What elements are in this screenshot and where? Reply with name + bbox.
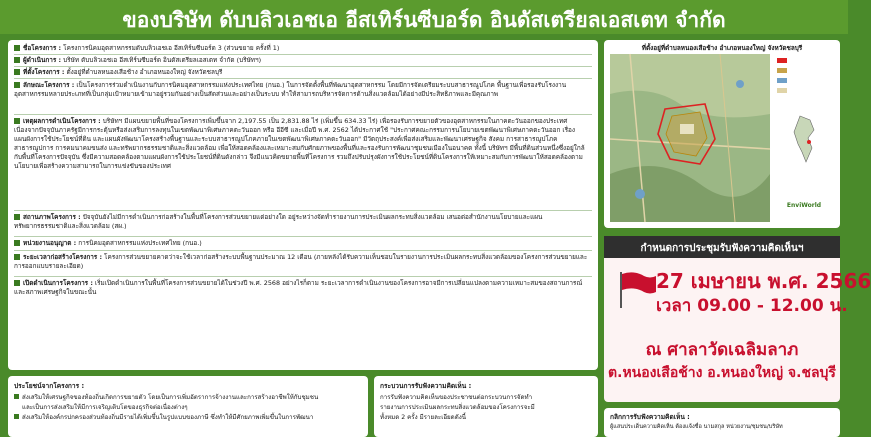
schedule-location: ต.หนองเสือช้าง อ.หนองใหญ่ จ.ชลบุรี — [608, 365, 836, 381]
bullet-icon — [14, 214, 20, 220]
info-text: ตั้งอยู่ที่ตำบลหนองเสือช้าง อำเภอหนองใหญ่ จังหวัดชลบุรี — [66, 68, 223, 76]
info-text: บริษัทฯ มีแผนขยายพื้นที่ของโครงการเพิ่มขึ้นจาก 2,197.55 เป็น 2,831.88 ไร่ (เพิ่มขึ้น 634.33 ไร่) เพื่อรองรับการขยายตัวของอุตสาหกรรมในภาคตะวันออกของประเทศ เนื่องจากปัจจุบันภาครัฐมีการกระตุ้นหรือส่งเสริมการลงทุนในเขตพัฒนาพิเศษภาคตะวันออก หรือ อีอีซี และเมื่อปี พ.ศ. 2562 ได้ประกาศใช้ "ประกาศคณะกรรมการนโยบายเขตพัฒนาพิเศษภาคตะวันออก เรื่อง แผนผังการใช้ประโยชน์ที่ดิน และแผนผังพัฒนาโครงสร้างพื้นฐานและระบบสาธารณูปโภคภายในเขตพัฒนาพิเศษภาคตะวันออก" มีวัตถุประสงค์เพื่อส่งเสริมและพัฒนาเศรษฐกิจ สังคม การสาธารณูปโภค สาธารณูปการ การคมนาคมขนส่ง และทรัพยากรธรรมชาติและสิ่งแวดล้อม เพื่อให้สอดคล้องและเหมาะสมกับศักยภาพของพื้นที่และรองรับการพัฒนาชุมชนเมืองในอนาคต ทั้งนี้ บริษัทฯ มีพื้นที่ดินส่วนหนึ่งซึ่งอยู่ใกล้กับพื้นที่โครงการปัจจุบัน ซึ่งมีความสอดคล้องตามแผนผังการใช้ประโยชน์ที่ดินดังกล่าว จึงมีแนวคิดขยายพื้นที่โครงการ รวมถึงปรับปรุงผังการใช้ประโยชน์ที่ดินโครงการให้เหมาะสมกับการพัฒนาให้สอดคล้องตามนโยบายเพื่อสร้างความสามารถในการแข่งขันของประเทศ — [14, 117, 585, 170]
legend-item — [777, 88, 833, 96]
info-label: เปิดดำเนินการโครงการ : — [23, 279, 93, 287]
location-map-image — [610, 54, 770, 222]
info-label: ระยะเวลาก่อสร้างโครงการ : — [23, 253, 102, 261]
bullet-icon — [14, 69, 20, 75]
divider — [14, 236, 592, 237]
divider — [14, 276, 592, 277]
info-row — [14, 68, 592, 77]
engagement-title: กลิกการรับฟังความคิดเห็น : — [610, 413, 690, 421]
bullet-icon — [14, 57, 20, 63]
info-row — [14, 44, 592, 53]
thailand-inset-map — [780, 114, 830, 164]
legend-item — [777, 58, 833, 66]
page-title: ของบริษัท ดับบลิวเอชเอ อีสเทิร์นซีบอร์ด อินดัสเตรียลเอสเตท จำกัด — [122, 8, 726, 32]
process-line: รายงานการประเมินผลกระทบสิ่งแวดล้อมของโครงการจะมี — [380, 404, 535, 411]
benefit-line: ส่งเสริมให้เศรษฐกิจของท้องถิ่นเกิดการขยายตัว โดยเป็นการเพิ่มอัตราการจ้างงานและการสร้างอาชีพให้กับชุมชน — [14, 392, 318, 402]
info-label: ชื่อโครงการ : — [23, 44, 62, 52]
divider — [14, 210, 592, 211]
map-graphic — [610, 54, 770, 222]
benefits-title: ประโยชน์จากโครงการ : — [14, 382, 85, 390]
benefits-panel — [8, 376, 368, 437]
bullet-icon — [14, 240, 20, 246]
info-row — [14, 279, 592, 299]
process-title: กระบวนการรับฟังความคิดเห็น : — [380, 382, 472, 390]
info-text: โครงการส่วนขยายคาดว่าจะใช้เวลาก่อสร้างระบบพื้นฐานประมาณ 12 เดือน (ภายหลังได้รับความเห็นชอบในรายงานการประเมินผลกระทบสิ่งแวดล้อมของโครงการส่วนขยายและการออกแบบรายละเอียด) — [14, 253, 588, 270]
hearing-process-panel — [374, 376, 598, 437]
info-text: การนิคมอุตสาหกรรมแห่งประเทศไทย (กนอ.) — [78, 239, 202, 247]
enviworld-logo: EnviWorld — [786, 202, 822, 209]
schedule-title: กำหนดการประชุมรับฟังความคิดเห็นฯ — [640, 243, 804, 254]
benefit-line: ส่งเสริมให้องค์กรปกครองส่วนท้องถิ่นมีรายได้เพิ่มขึ้นในรูปแบบของภาษี ซึ่งทำให้มีศักยภาพเพิ่มขึ้นในการพัฒนา — [14, 412, 313, 422]
bullet-icon — [14, 118, 20, 124]
info-row — [14, 239, 592, 248]
process-line: ทั้งหมด 2 ครั้ง มีรายละเอียดดังนี้ — [380, 414, 466, 421]
legend-item — [777, 68, 833, 76]
info-label: ลักษณะโครงการ : — [23, 81, 75, 89]
divider — [14, 114, 592, 115]
info-text: โครงการนิคมอุตสาหกรรมดับบลิวเอชเอ อีสเทิร์นซีบอร์ด 3 (ส่วนขยาย ครั้งที่ 1) — [63, 44, 280, 52]
bullet-icon — [14, 280, 20, 286]
info-row — [14, 81, 592, 111]
info-label: หน่วยงานอนุญาต : — [23, 239, 77, 247]
map-caption: ที่ตั้งอยู่ที่ตำบลหนองเสือช้าง อำเภอหนองใหญ่ จังหวัดชลบุรี — [641, 44, 803, 52]
info-label: สถานภาพโครงการ : — [23, 213, 81, 221]
engagement-panel — [604, 408, 840, 437]
divider — [14, 250, 592, 251]
location-map-panel — [604, 40, 840, 228]
schedule-header — [604, 236, 840, 258]
info-text: เป็นโครงการร่วมดำเนินงานกับการนิคมอุตสาหกรรมแห่งประเทศไทย (กนอ.) ในการจัดตั้งพื้นที่พัฒนาอุตสาหกรรม โดยมีการจัดเตรียมระบบสาธารณูปโภค พื้นฐานเพื่อรองรับโรงงานอุตสาหกรรมหลายประเภทที่เป็นกลุ่มเป้าหมายเข้ามาอยู่รวมกันอย่างเป็นสัดส่วนและอย่างเป็นระบบ ทำให้สามารถบริหารจัดการด้านสิ่งแวดล้อมได้อย่างมีประสิทธิภาพและมีคุณภาพ — [14, 81, 567, 98]
divider — [14, 66, 592, 67]
process-line: การรับฟังความคิดเห็นของประชาชนต่อกระบวนการจัดทำ — [380, 394, 533, 401]
schedule-time: เวลา 09.00 - 12.00 น. — [656, 296, 848, 316]
legend-item — [777, 78, 833, 86]
schedule-date: 27 เมษายน พ.ศ. 2566 — [656, 269, 871, 293]
bullet-icon — [14, 82, 20, 88]
header-banner — [0, 0, 848, 34]
info-row — [14, 56, 592, 65]
bullet-icon — [14, 45, 20, 51]
info-label: ที่ตั้งโครงการ : — [23, 68, 65, 76]
bullet-icon — [14, 254, 20, 260]
info-label: ผู้ดำเนินการ : — [23, 56, 62, 64]
info-label: เหตุผลการดำเนินโครงการ : — [23, 117, 101, 125]
hearing-schedule-panel — [604, 236, 871, 402]
map-legend — [774, 54, 836, 222]
info-text: เริ่มเปิดดำเนินการในพื้นที่โครงการส่วนขยายได้ในช่วงปี พ.ศ. 2568 อย่างไรก็ตาม ระยะเวลาการดำเนินงานของโครงการอาจมีการเปลี่ยนแปลงตามความเหมาะสมของสถานการณ์และสภาพเศรษฐกิจในขณะนั้น — [14, 279, 583, 296]
schedule-venue: ณ ศาลาวัดเฉลิมลาภ — [645, 340, 799, 360]
divider — [14, 78, 592, 79]
divider — [14, 54, 592, 55]
info-text: ปัจจุบันยังไม่มีการดำเนินการก่อสร้างในพื้นที่โครงการส่วนขยายแต่อย่างใด อยู่ระหว่างจัดทำรายงานการประเมินผลกระทบสิ่งแวดล้อม เสนอต่อสำนักงานนโยบายและแผนทรัพยากรธรรมชาติและสิ่งแวดล้อม (สผ.) — [14, 213, 543, 230]
project-info-panel — [8, 40, 598, 370]
info-row — [14, 117, 592, 207]
info-text: บริษัท ดับบลิวเอชเอ อีสเทิร์นซีบอร์ด อินดัสเตรียลเอสเตท จำกัด (บริษัทฯ) — [63, 56, 262, 64]
info-row — [14, 253, 592, 273]
info-row — [14, 213, 592, 233]
flag-icon — [614, 270, 658, 310]
engagement-line: ผู้แสนประเด็นความคิดเห็น ต้องแจ้งชื่อ นามสกุล หน่วยงาน/ชุมชน/บริษัท — [610, 424, 783, 430]
benefit-line: และเป็นการส่งเสริมให้มีการเจริญเติบโตของธุรกิจต่อเนื่องต่างๆ — [22, 404, 188, 411]
